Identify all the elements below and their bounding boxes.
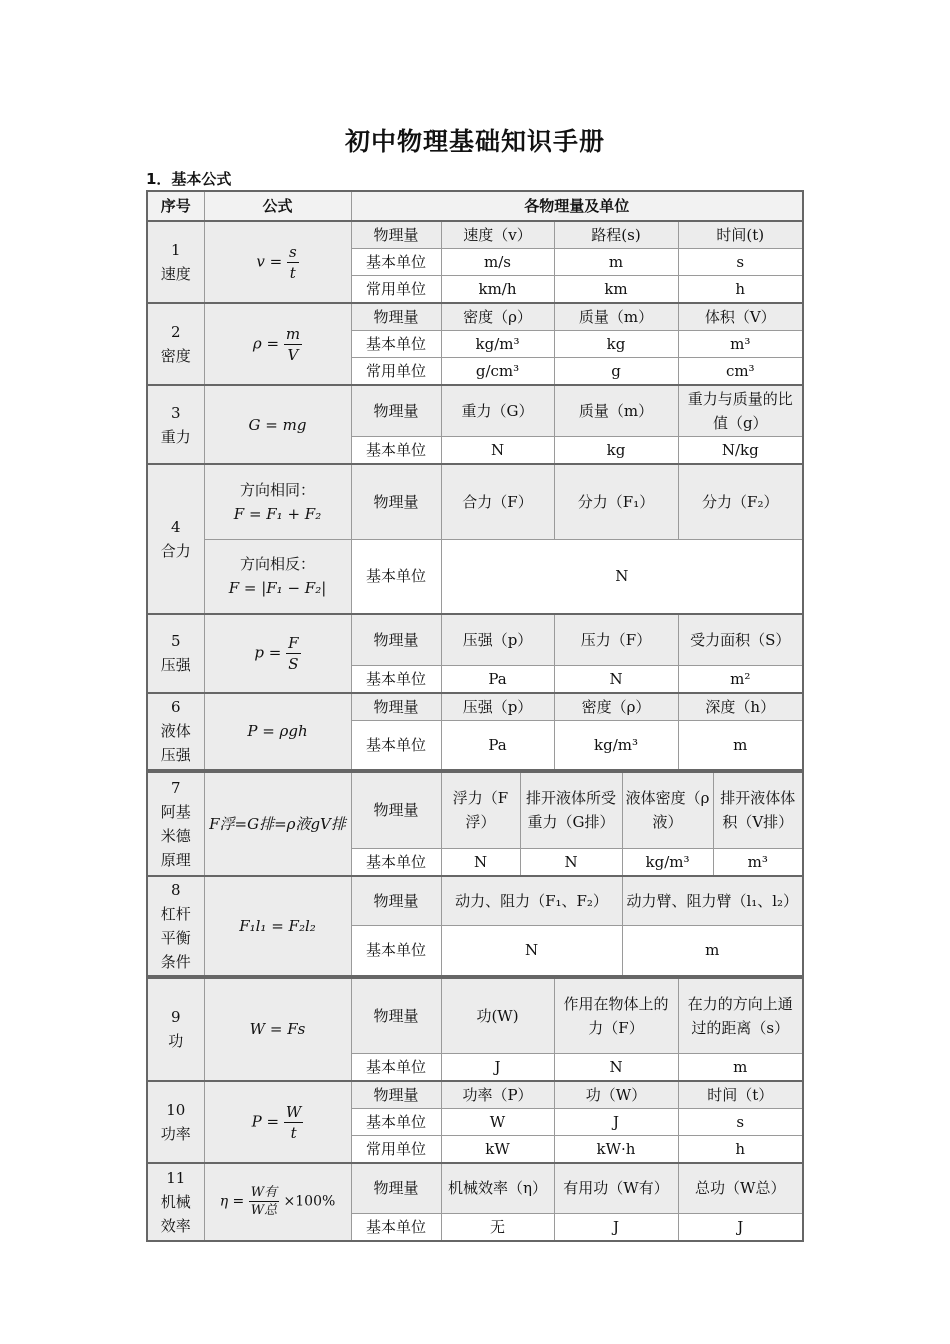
quantity-cell: 合力（F） [441, 464, 554, 539]
label-quantity: 物理量 [351, 876, 441, 926]
unit-cell: m [678, 720, 803, 770]
table-row-lever [147, 876, 803, 926]
unit-cell: m [554, 249, 678, 276]
quantity-cell: 压强（p） [441, 614, 554, 665]
unit-cell: N [441, 926, 622, 976]
quantity-cell: 功（W） [554, 1081, 678, 1109]
formula-table-continued [146, 977, 804, 1242]
label-common-unit: 常用单位 [351, 358, 441, 386]
row-label: 7 阿基 米德 原理 [147, 772, 204, 876]
row-label: 6 液体 压强 [147, 693, 204, 771]
table-row [147, 539, 803, 614]
quantity-cell: 路程(s) [554, 221, 678, 249]
label-basic-unit: 基本单位 [351, 1109, 441, 1136]
unit-cell: Pa [441, 720, 554, 770]
quantity-cell: 机械效率（η） [441, 1163, 554, 1213]
formula-cell: G = mg [204, 385, 351, 464]
header-index: 序号 [147, 191, 204, 221]
quantity-cell: 液体密度（ρ液） [622, 772, 713, 848]
unit-cell: kW [441, 1136, 554, 1164]
unit-cell: N [441, 539, 803, 614]
row-label: 11 机械 效率 [147, 1163, 204, 1241]
unit-cell: J [554, 1213, 678, 1241]
quantity-cell: 排开液体体积（V排） [713, 772, 803, 848]
table-row-gravity [147, 385, 803, 437]
label-basic-unit: 基本单位 [351, 331, 441, 358]
formula-cell: F浮=G排=ρ液gV排 [204, 772, 351, 876]
unit-cell: km/h [441, 276, 554, 304]
label-basic-unit: 基本单位 [351, 926, 441, 976]
unit-cell: m [622, 926, 803, 976]
quantity-cell: 时间（t） [678, 1081, 803, 1109]
formula-table-frame [146, 190, 802, 1242]
formula-table-archimedes [146, 771, 804, 977]
quantity-cell: 受力面积（S） [678, 614, 803, 665]
label-quantity: 物理量 [351, 978, 441, 1054]
label-quantity: 物理量 [351, 614, 441, 665]
formula-cell: v = $\frac{s}{t}$ [204, 221, 351, 303]
unit-cell: h [678, 1136, 803, 1164]
label-common-unit: 常用单位 [351, 276, 441, 304]
quantity-cell: 深度（h） [678, 693, 803, 721]
quantity-cell: 密度（ρ） [554, 693, 678, 721]
quantity-cell: 重力（G） [441, 385, 554, 437]
unit-cell: N [554, 665, 678, 693]
row-label: 2 密度 [147, 303, 204, 385]
quantity-cell: 速度（v） [441, 221, 554, 249]
quantity-cell: 分力（F₂） [678, 464, 803, 539]
unit-cell: kg/m³ [554, 720, 678, 770]
unit-cell: h [678, 276, 803, 304]
unit-cell: m² [678, 665, 803, 693]
label-quantity: 物理量 [351, 1163, 441, 1213]
label-common-unit: 常用单位 [351, 1136, 441, 1164]
quantity-cell: 动力、阻力（F₁、F₂） [441, 876, 622, 926]
row-label: 9 功 [147, 978, 204, 1082]
table-row-efficiency [147, 1163, 803, 1213]
quantity-cell: 质量（m） [554, 385, 678, 437]
unit-cell: N/kg [678, 437, 803, 465]
table-row-velocity [147, 221, 803, 249]
unit-cell: km [554, 276, 678, 304]
unit-cell: s [678, 1109, 803, 1136]
quantity-cell: 质量（m） [554, 303, 678, 331]
table-row-archimedes [147, 772, 803, 848]
quantity-cell: 功率（P） [441, 1081, 554, 1109]
row-label: 4 合力 [147, 464, 204, 614]
quantity-cell: 排开液体所受重力（G排） [520, 772, 622, 848]
label-quantity: 物理量 [351, 464, 441, 539]
unit-cell: g [554, 358, 678, 386]
unit-cell: kg/m³ [622, 848, 713, 876]
quantity-cell: 有用功（W有） [554, 1163, 678, 1213]
label-quantity: 物理量 [351, 1081, 441, 1109]
quantity-cell: 时间(t) [678, 221, 803, 249]
unit-cell: J [441, 1054, 554, 1082]
table-row-power [147, 1081, 803, 1109]
quantity-cell: 密度（ρ） [441, 303, 554, 331]
label-quantity: 物理量 [351, 693, 441, 721]
formula-cell: F₁l₁ = F₂l₂ [204, 876, 351, 976]
unit-cell: m/s [441, 249, 554, 276]
unit-cell: N [520, 848, 622, 876]
unit-cell: N [554, 1054, 678, 1082]
label-basic-unit: 基本单位 [351, 437, 441, 465]
quantity-cell: 动力臂、阻力臂（l₁、l₂） [622, 876, 803, 926]
row-label: 10 功率 [147, 1081, 204, 1163]
formula-cell: W = Fs [204, 978, 351, 1082]
unit-cell: m³ [713, 848, 803, 876]
formula-cell: P = ρgh [204, 693, 351, 771]
label-basic-unit: 基本单位 [351, 665, 441, 693]
quantity-cell: 在力的方向上通过的距离（s） [678, 978, 803, 1054]
quantity-cell: 压力（F） [554, 614, 678, 665]
row-label: 5 压强 [147, 614, 204, 693]
formula-cell-opposite-direction: 方向相反： F = |F₁ − F₂| [204, 539, 351, 614]
section-heading: 1．基本公式 [146, 170, 232, 188]
formula-cell: p = $\frac{F}{S}$ [204, 614, 351, 693]
formula-cell: P = $\frac{W}{t}$ [204, 1081, 351, 1163]
table-row-liquid-pressure [147, 693, 803, 721]
unit-cell: J [554, 1109, 678, 1136]
unit-cell: kW·h [554, 1136, 678, 1164]
table-header-row [147, 191, 803, 221]
unit-cell: m [678, 1054, 803, 1082]
table-row-resultant-force [147, 464, 803, 539]
label-basic-unit: 基本单位 [351, 1054, 441, 1082]
unit-cell: kg [554, 437, 678, 465]
quantity-cell: 功(W) [441, 978, 554, 1054]
label-quantity: 物理量 [351, 385, 441, 437]
table-row-density [147, 303, 803, 331]
formula-cell-same-direction: 方向相同： F = F₁ + F₂ [204, 464, 351, 539]
unit-cell: N [441, 848, 520, 876]
page-title: 初中物理基础知识手册 [344, 127, 605, 156]
table-row-work [147, 978, 803, 1054]
unit-cell: m³ [678, 331, 803, 358]
quantity-cell: 浮力（F浮） [441, 772, 520, 848]
unit-cell: kg [554, 331, 678, 358]
label-basic-unit: 基本单位 [351, 848, 441, 876]
label-quantity: 物理量 [351, 772, 441, 848]
unit-cell: cm³ [678, 358, 803, 386]
label-quantity: 物理量 [351, 303, 441, 331]
quantity-cell: 总功（W总） [678, 1163, 803, 1213]
label-basic-unit: 基本单位 [351, 249, 441, 276]
quantity-cell: 分力（F₁） [554, 464, 678, 539]
unit-cell: 无 [441, 1213, 554, 1241]
row-label: 3 重力 [147, 385, 204, 464]
label-basic-unit: 基本单位 [351, 539, 441, 614]
quantity-cell: 作用在物体上的力（F） [554, 978, 678, 1054]
unit-cell: N [441, 437, 554, 465]
quantity-cell: 体积（V） [678, 303, 803, 331]
formula-cell: η = $\frac{\text{W有}}{\text{W总}}$ ×100% [204, 1163, 351, 1241]
unit-cell: J [678, 1213, 803, 1241]
formula-cell: ρ = $\frac{m}{V}$ [204, 303, 351, 385]
row-label: 1 速度 [147, 221, 204, 303]
label-quantity: 物理量 [351, 221, 441, 249]
label-basic-unit: 基本单位 [351, 1213, 441, 1241]
header-formula: 公式 [204, 191, 351, 221]
unit-cell: g/cm³ [441, 358, 554, 386]
header-quantities: 各物理量及单位 [351, 191, 803, 221]
unit-cell: W [441, 1109, 554, 1136]
row-label: 8 杠杆 平衡 条件 [147, 876, 204, 976]
table-row-pressure [147, 614, 803, 665]
quantity-cell: 压强（p） [441, 693, 554, 721]
unit-cell: kg/m³ [441, 331, 554, 358]
unit-cell: Pa [441, 665, 554, 693]
unit-cell: s [678, 249, 803, 276]
formula-table [146, 190, 804, 771]
quantity-cell: 重力与质量的比值（g） [678, 385, 803, 437]
label-basic-unit: 基本单位 [351, 720, 441, 770]
